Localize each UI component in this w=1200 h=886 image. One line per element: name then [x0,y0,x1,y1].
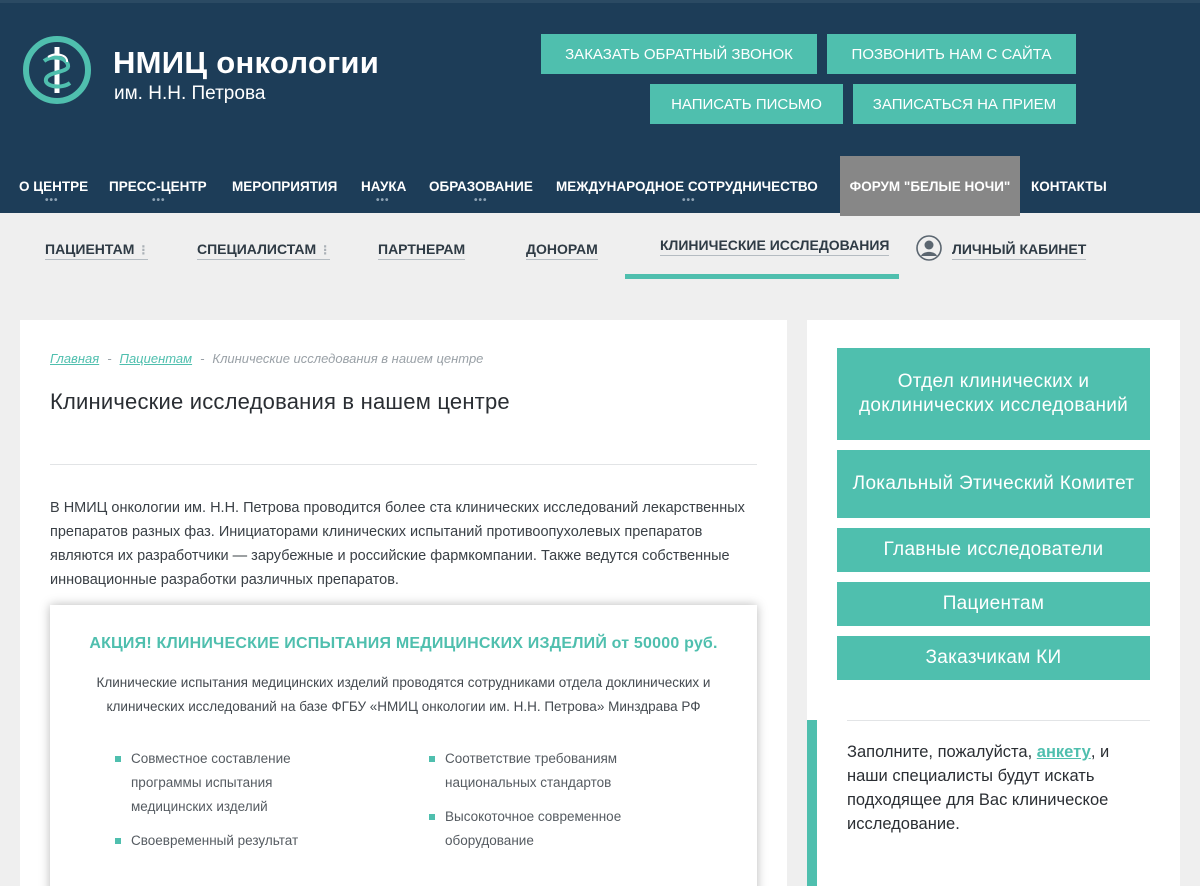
bullet-icon [429,756,435,762]
sidebar-button-department[interactable]: Отдел клинических и доклинических исследований [837,348,1150,440]
callback-button[interactable]: ЗАКАЗАТЬ ОБРАТНЫЙ ЗВОНОК [541,34,817,74]
list-item [429,805,669,853]
more-dots-icon: ••• [376,195,390,206]
divider [847,720,1150,721]
subnav-patients-label: ПАЦИЕНТАМ [45,241,135,257]
site-header [0,0,1200,213]
breadcrumb [50,351,483,366]
breadcrumb-patients-link[interactable]: Пациентам [119,351,193,366]
nav-events[interactable] [232,156,337,216]
promo-description: Клинические испытания медицинских изделий проводятся сотрудниками отдела доклинических и клинических исследований на базе ФГБУ «НМИЦ онкологии им. Н.Н. Петрова» Минздрава РФ [96,675,711,714]
nav-press-label: ПРЕСС-ЦЕНТР [109,178,207,194]
list-item-text: Соответствие требованиям национальных стандартов [445,751,618,790]
questionnaire-text-before: Заполните, пожалуйста, [847,743,1037,761]
subnav-patients[interactable] [45,241,148,260]
more-dots-icon: ••• [45,195,59,206]
nav-education-label: ОБРАЗОВАНИЕ [429,178,533,194]
more-dots-icon: ••• [152,195,166,206]
nav-events-label: МЕРОПРИЯТИЯ [232,178,338,194]
sidebar-button-ethics-committee[interactable]: Локальный Этический Комитет [837,450,1150,518]
more-vertical-icon: ⋮ [137,243,149,257]
write-letter-button[interactable]: НАПИСАТЬ ПИСЬМО [650,84,843,124]
bullet-icon [115,756,121,762]
list-item-text: Своевременный результат [131,833,299,848]
questionnaire-link[interactable]: анкету [1036,743,1091,761]
breadcrumb-home-link[interactable]: Главная [50,351,100,366]
list-item [115,747,335,819]
subnav-account[interactable]: ЛИЧНЫЙ КАБИНЕТ [952,241,1086,260]
nav-contacts[interactable] [1031,156,1107,216]
main-content [20,320,787,886]
nav-forum-label: ФОРУМ "БЕЛЫЕ НОЧИ" [849,178,1011,194]
list-item [115,829,335,853]
nav-science[interactable] [361,156,406,216]
promo-list-right [429,747,669,863]
sidebar [807,320,1180,886]
brand-subtitle: им. Н.Н. Петрова [114,83,266,104]
nav-about[interactable] [19,156,88,216]
questionnaire-text [847,740,1147,836]
bullet-icon [115,838,121,844]
more-vertical-icon: ⋮ [319,243,331,257]
sidebar-button-customers[interactable]: Заказчикам КИ [837,636,1150,680]
nav-international[interactable] [556,156,818,216]
promo-title: АКЦИЯ! КЛИНИЧЕСКИЕ ИСПЫТАНИЯ МЕДИЦИНСКИХ ИЗДЕЛИЙ от 50000 руб. [89,635,718,652]
subnav-specialists-label: СПЕЦИАЛИСТАМ [197,241,317,257]
nav-about-label: О ЦЕНТРЕ [19,178,89,194]
audience-navigation [0,213,1200,283]
list-item [429,747,669,795]
list-item-text: Совместное составление программы испытания медицинских изделий [131,751,291,814]
page-title: Клинические исследования в нашем центре [50,389,510,414]
user-icon[interactable] [916,235,942,261]
call-button[interactable]: ПОЗВОНИТЬ НАМ С САЙТА [827,34,1076,74]
nav-contacts-label: КОНТАКТЫ [1031,178,1107,194]
nav-education[interactable] [429,156,533,216]
appointment-button[interactable]: ЗАПИСАТЬСЯ НА ПРИЕМ [853,84,1076,124]
brand-title[interactable]: НМИЦ онкологии [113,45,380,80]
nav-international-label: МЕЖДУНАРОДНОЕ СОТРУДНИЧЕСТВО [556,178,818,194]
questionnaire-text-after: , и наши специалисты будут искать подходящее для Вас клиническое исследование. [847,743,1110,833]
breadcrumb-current: Клинические исследования в нашем центре [212,351,484,366]
sidebar-button-investigators[interactable]: Главные исследователи [837,528,1150,572]
more-dots-icon: ••• [682,195,696,206]
active-tab-indicator [625,274,899,279]
intro-paragraph: В НМИЦ онкологии им. Н.Н. Петрова проводится более ста клинических исследований лекарственных препаратов разных фаз. Инициаторами клинических испытаний противоопухолевых препаратов являются их разработчики — зарубежные и российские фармкомпании. Также ведутся собственные инновационные разработки различных препаратов. [50,500,745,588]
promo-list-left [115,747,335,863]
nav-science-label: НАУКА [361,178,407,194]
sidebar-button-patients[interactable]: Пациентам [837,582,1150,626]
accent-bar [807,720,817,886]
nav-forum[interactable] [840,156,1020,216]
top-navigation [0,156,1200,216]
nav-press[interactable] [109,156,207,216]
list-item-text: Высокоточное современное оборудование [445,809,622,848]
divider [50,464,757,465]
subnav-partners[interactable]: ПАРТНЕРАМ [378,241,465,260]
logo-icon[interactable] [22,35,92,105]
subnav-clinical-research[interactable]: КЛИНИЧЕСКИЕ ИССЛЕДОВАНИЯ [660,237,889,256]
breadcrumb-separator: - [200,351,205,366]
subnav-specialists[interactable] [197,241,330,260]
breadcrumb-separator: - [107,351,112,366]
more-dots-icon: ••• [474,195,488,206]
subnav-donors[interactable]: ДОНОРАМ [526,241,598,260]
bullet-icon [429,814,435,820]
promo-box [50,605,757,886]
